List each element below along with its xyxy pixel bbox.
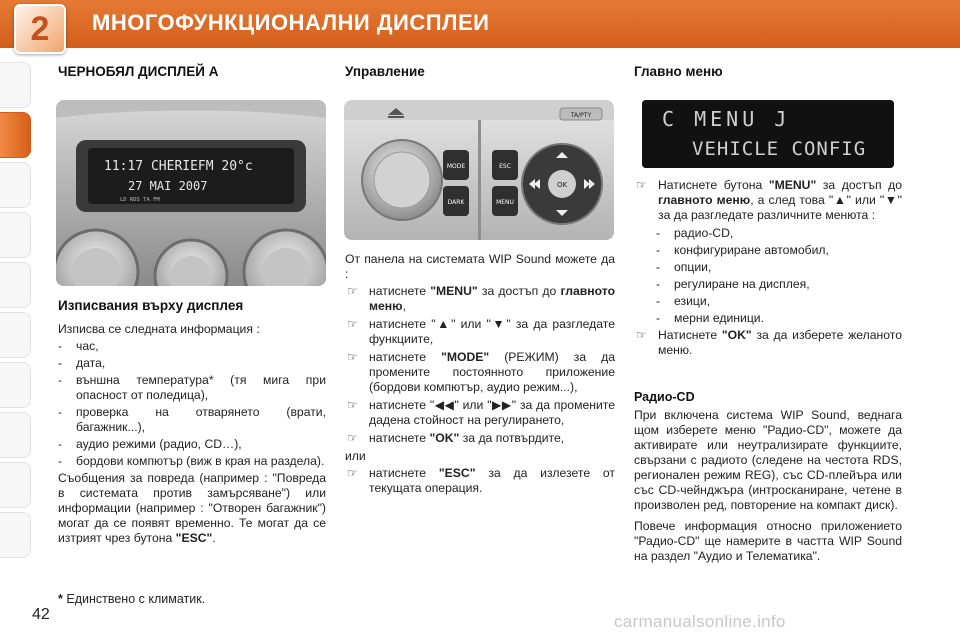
chapter-tab-8[interactable] [0, 412, 31, 458]
list-item: - радио-CD, [656, 226, 734, 240]
bullet-hand-icon: ☞ [347, 398, 358, 412]
chapter-tab-7[interactable] [0, 362, 31, 408]
or-text: или [345, 449, 366, 463]
list-item: - мерни единици. [656, 311, 765, 325]
page-number: 42 [32, 606, 50, 623]
middle-heading: Управление [345, 64, 425, 79]
list-item: - езици, [656, 294, 711, 308]
left-paragraph: Съобщения за повреда (например : "Повреда в системата против замърсяване") или информации (например : "Отворен багажник") могат да се появят временно. Те могат да се изтрият чрез бутона "ESC". [58, 471, 326, 545]
list-item: ☞ натиснете "MODE" (РЕЖИМ) за да промените постоянното приложение (бордови компютър, аудио режим...), [347, 350, 615, 394]
bullet-hand-icon: ☞ [347, 466, 358, 480]
arrow-up-icon: ▲ [435, 317, 452, 331]
list-item: - аудио режими (радио, CD…), [58, 437, 242, 451]
menu-button-label: MENU [496, 199, 514, 206]
display-line-3: LD RDS TA FM [120, 197, 160, 203]
left-body [58, 322, 326, 548]
chapter-tab-9[interactable] [0, 462, 31, 508]
list-item: ☞ натиснете "OK" за да потвърдите, [347, 431, 565, 445]
arrow-down-icon: ▼ [884, 193, 898, 207]
list-item: ☞ натиснете "ESC" за да излезете от текущата операция. [347, 466, 616, 495]
ta-pty-label: TA/PTY [570, 112, 592, 119]
chapter-tab-5[interactable] [0, 262, 31, 308]
control-panel-photo [344, 100, 614, 240]
list-item: - конфигуриране автомобил, [656, 243, 829, 257]
list-item: - проверка на отварянето (врати, багажник...), [58, 405, 326, 434]
fast-forward-icon: ▶▶ [491, 398, 512, 412]
dark-button-label: DARK [447, 199, 465, 206]
bullet-hand-icon: ☞ [636, 328, 647, 342]
menu-lcd-photo [642, 100, 894, 168]
bullet-hand-icon: ☞ [347, 317, 358, 331]
middle-body [345, 252, 615, 499]
list-item: - дата, [58, 356, 106, 370]
chapter-tab-6[interactable] [0, 312, 31, 358]
list-item: - регулиране на дисплея, [656, 277, 810, 291]
esc-button-label: ESC [499, 163, 511, 170]
chapter-tab-10[interactable] [0, 512, 31, 558]
bullet-hand-icon: ☞ [347, 431, 358, 445]
list-item: ☞ натиснете "◀◀" или "▶▶" за да промените дадена стойност на регулирането, [347, 398, 616, 427]
left-heading: ЧЕРНОБЯЛ ДИСПЛЕЙ А [58, 64, 219, 79]
list-item: ☞ Натиснете "OK" за да изберете желаното меню. [636, 328, 902, 357]
left-sub-heading: Изписвания върху дисплея [58, 298, 244, 313]
mode-button-label: MODE [446, 163, 466, 170]
list-item: ☞ натиснете "MENU" за достъп до главното меню, [347, 284, 616, 313]
list-item: - час, [58, 339, 99, 353]
list-item: - бордови компютър (виж в края на раздела). [58, 454, 325, 468]
chapter-tab-2-active[interactable] [0, 112, 31, 158]
rewind-icon: ◀◀ [434, 398, 455, 412]
chapter-tabs [0, 62, 32, 562]
list-item: - външна температура* (тя мига при опасност от поледица), [58, 373, 326, 402]
arrow-down-icon: ▼ [490, 317, 507, 331]
chapter-tab-1[interactable] [0, 62, 31, 108]
radio-cd-paragraph-1: При включена система WIP Sound, веднага щом изберете меню "Радио-CD", можете да активирате или неутрализирате функциите, свързани с радиото (следене на честота RDS, регионален режим REG), със CD-плейъра или със CD-чейнджъра (интросканиране, четене в произволен ред, повторение на компакт диск). [634, 408, 902, 512]
watermark: carmanualsonline.info [614, 612, 786, 631]
radio-cd-paragraph-2: Повече информация относно приложението "Радио-CD" ще намерите в частта WIP Sound на раздел "Аудио и Телематика". [634, 519, 902, 563]
bullet-hand-icon: ☞ [347, 284, 358, 298]
display-line-2: 27 MAI 2007 [128, 179, 208, 193]
list-item: ☞ натиснете "▲" или "▼" за да разгледате функциите, [347, 317, 616, 346]
display-line-1: 11:17 CHERIEFM 20°c [104, 159, 253, 174]
list-item: ☞ Натиснете бутона "MENU" за достъп до главното меню, а след това "▲" или "▼" за да разгледате различните менюта : [636, 178, 903, 222]
monochrome-display-photo [56, 100, 326, 286]
arrow-up-icon: ▲ [833, 193, 847, 207]
chapter-badge: 2 [14, 4, 66, 54]
right-heading: Главно меню [634, 64, 723, 79]
bullet-hand-icon: ☞ [636, 178, 647, 192]
chapter-tab-3[interactable] [0, 162, 31, 208]
left-intro: Изписва се следната информация : [58, 322, 260, 336]
footnote: * Единствено с климатик. [58, 592, 206, 606]
chapter-tab-4[interactable] [0, 212, 31, 258]
list-item: - опции, [656, 260, 712, 274]
radio-cd-body [634, 408, 902, 566]
radio-cd-heading: Радио-CD [634, 390, 695, 404]
right-body [634, 178, 902, 361]
ok-button-label: OK [556, 181, 568, 189]
middle-intro: От панела на системата WIP Sound можете да : [345, 252, 615, 281]
lcd-line-2: VEHICLE CONFIG [692, 138, 867, 160]
bullet-hand-icon: ☞ [347, 350, 358, 364]
lcd-line-1: C MENU J [662, 107, 791, 131]
page-title: МНОГОФУНКЦИОНАЛНИ ДИСПЛЕИ [92, 10, 490, 35]
